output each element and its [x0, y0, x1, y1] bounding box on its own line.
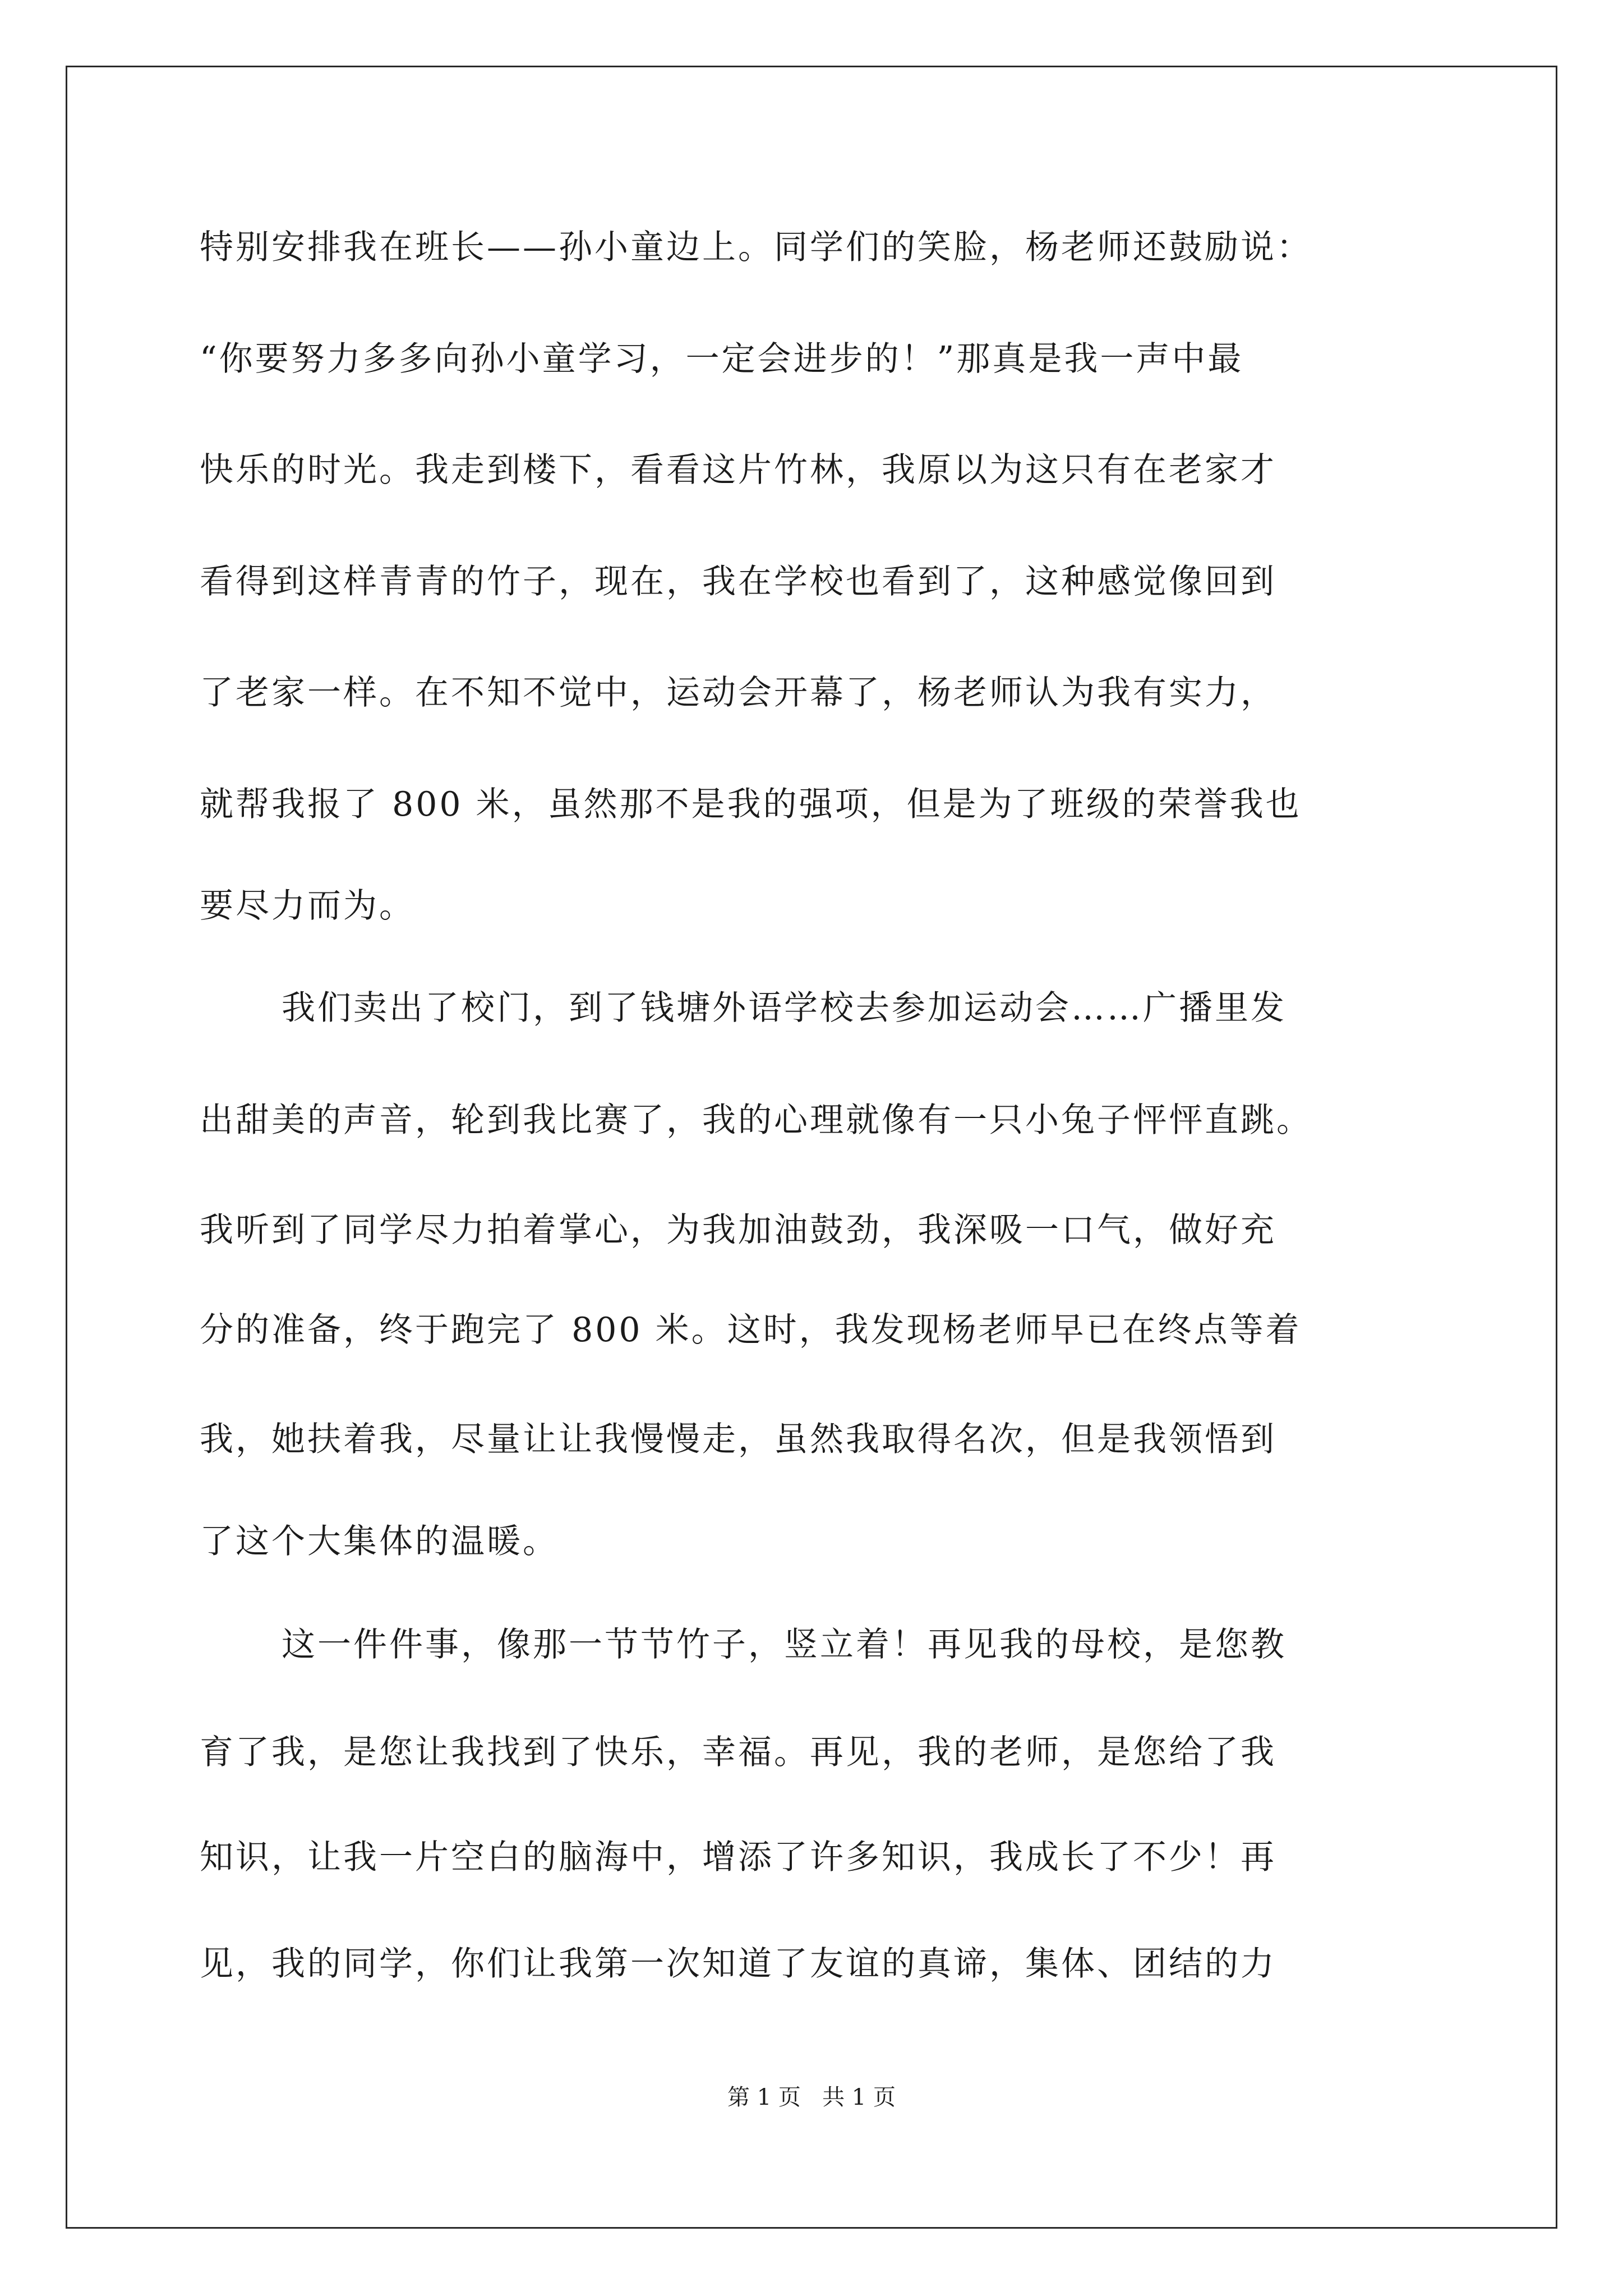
text-line: 见，我的同学，你们让我第一次知道了友谊的真谛，集体、团结的力 [200, 1944, 1276, 1984]
text-line: 我，她扶着我，尽量让让我慢慢走，虽然我取得名次，但是我领悟到 [200, 1420, 1276, 1459]
text-line: 我听到了同学尽力拍着掌心，为我加油鼓劲，我深吸一口气，做好充 [200, 1211, 1276, 1250]
text-line: “你要努力多多向孙小童学习，一定会进步的！”那真是我一声中最 [200, 339, 1244, 379]
text-line: 看得到这样青青的竹子，现在，我在学校也看到了，这种感觉像回到 [200, 562, 1276, 601]
text-line: 分的准备，终于跑完了 800 米。这时，我发现杨老师早已在终点等着 [200, 1310, 1302, 1350]
text-line: 了老家一样。在不知不觉中，运动会开幕了，杨老师认为我有实力， [200, 673, 1276, 712]
text-line: 就帮我报了 800 米，虽然那不是我的强项，但是为了班级的荣誉我也 [200, 785, 1302, 824]
text-line: 育了我，是您让我找到了快乐，幸福。再见，我的老师，是您给了我 [200, 1733, 1276, 1772]
text-line: 出甜美的声音，轮到我比赛了，我的心理就像有一只小兔子怦怦直跳。 [200, 1101, 1312, 1140]
text-line: 知识，让我一片空白的脑海中，增添了许多知识，我成长了不少！再 [200, 1838, 1276, 1877]
page-border [66, 66, 1557, 2229]
text-line: 特别安排我在班长——孙小童边上。同学们的笑脸，杨老师还鼓励说： [200, 228, 1312, 267]
text-line: 要尽力而为。 [200, 886, 415, 926]
paragraph-start-line: 我们卖出了校门，到了钱塘外语学校去参加运动会……广播里发 [282, 988, 1287, 1028]
text-line: 快乐的时光。我走到楼下，看看这片竹林，我原以为这只有在老家才 [200, 450, 1276, 490]
text-line: 了这个大集体的温暖。 [200, 1522, 559, 1561]
page-number-footer: 第 1 页 共 1 页 [727, 2085, 896, 2110]
paragraph-start-line: 这一件件事，像那一节节竹子，竖立着！再见我的母校，是您教 [282, 1625, 1287, 1664]
